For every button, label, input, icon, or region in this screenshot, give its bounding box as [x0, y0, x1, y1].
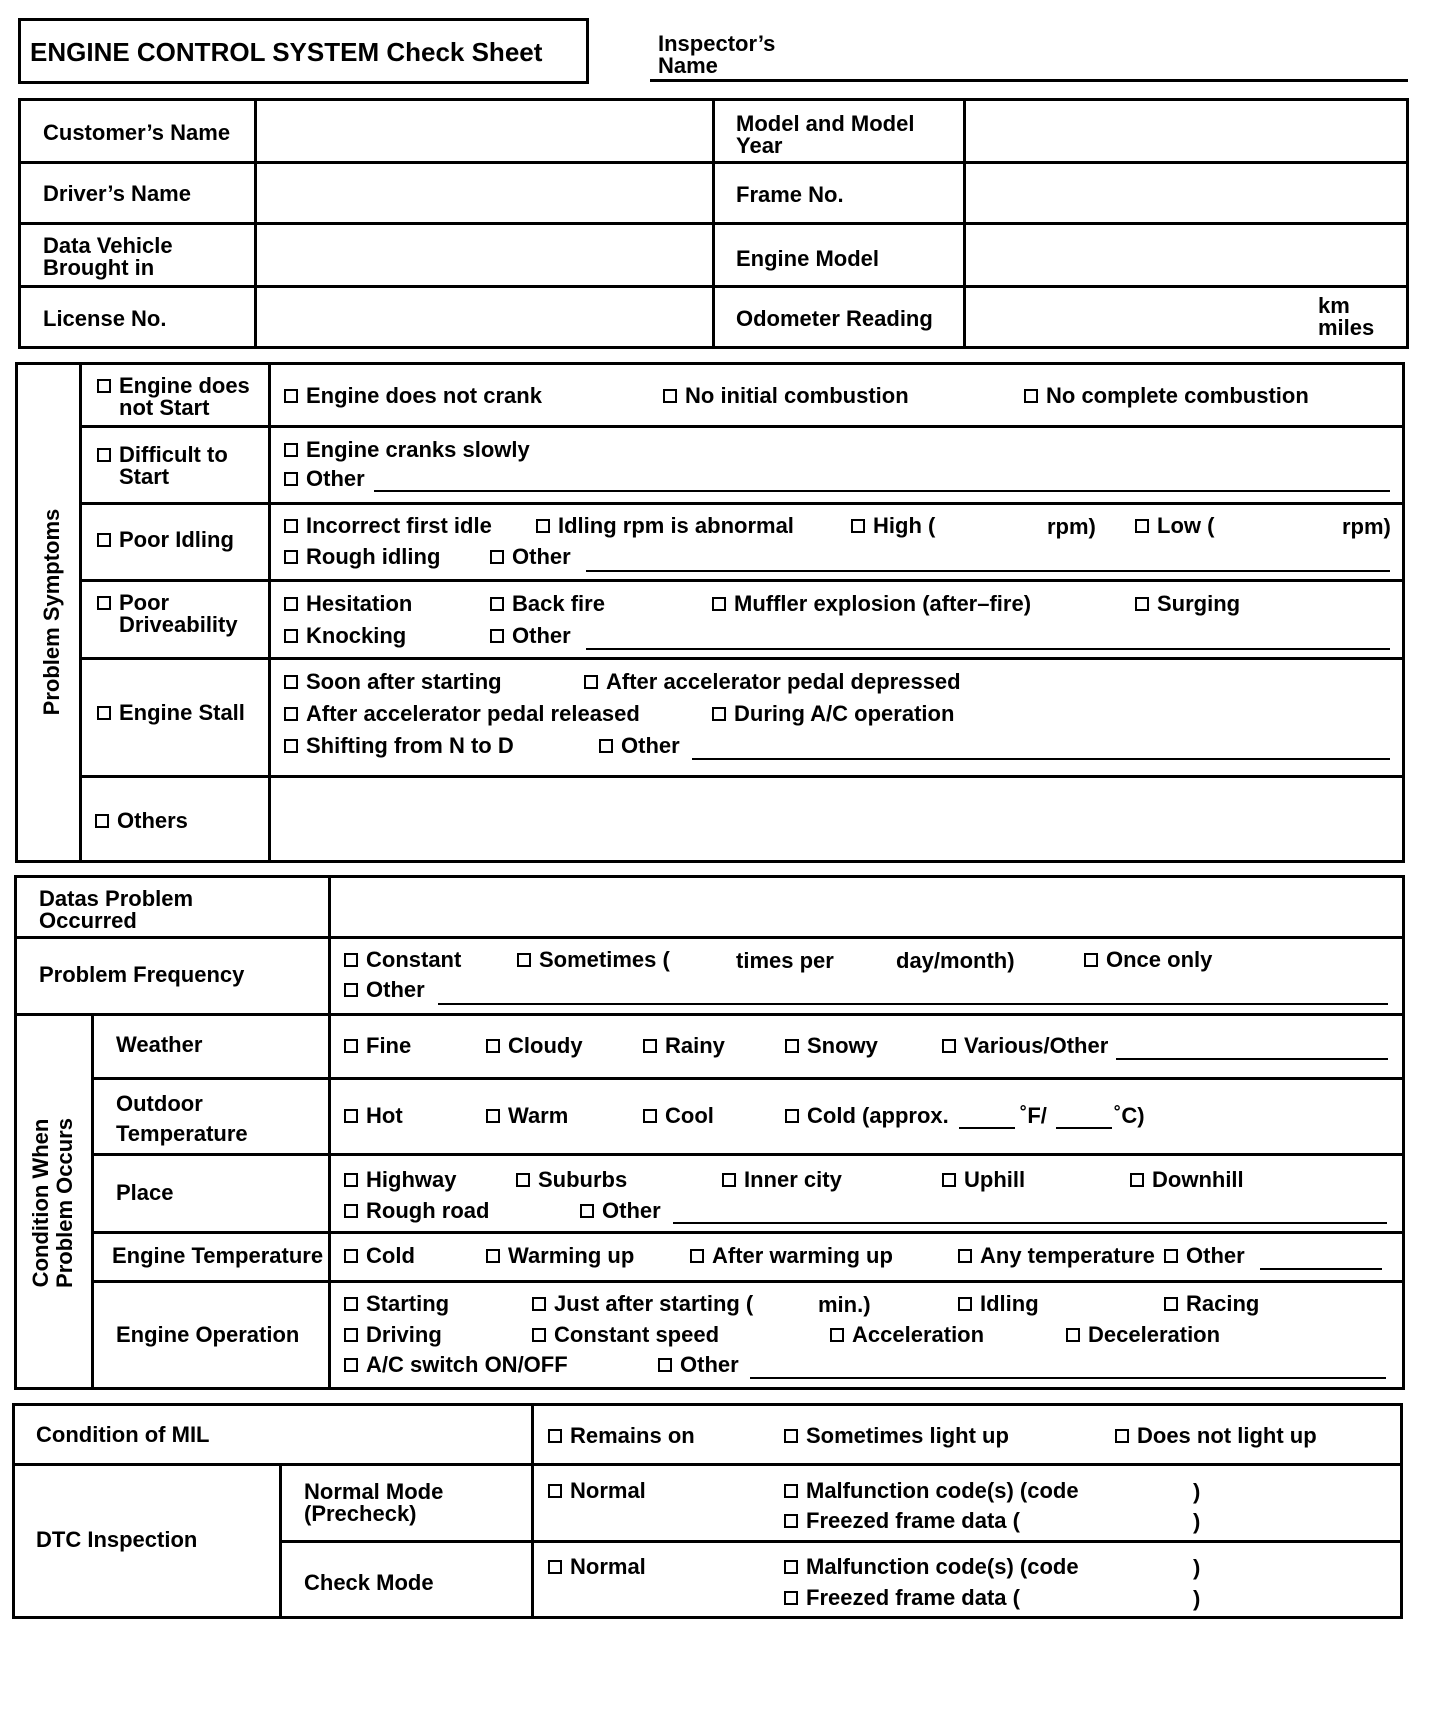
place-other-field[interactable]	[673, 1222, 1387, 1224]
idling-low-checkbox[interactable]: Low (	[1135, 514, 1214, 538]
drivers-name-field[interactable]	[258, 164, 710, 220]
normal-mode-freezed-checkbox[interactable]: Freezed frame data (	[784, 1509, 1020, 1533]
checkbox-icon[interactable]	[284, 629, 298, 643]
mil-remains-on-checkbox[interactable]: Remains on	[548, 1424, 695, 1448]
checkbox-icon[interactable]	[532, 1328, 546, 1342]
temp-c-unit: ˚C)	[1114, 1103, 1145, 1128]
frequency-day-month: day/month)	[896, 948, 1015, 973]
checkbox-icon[interactable]	[486, 1249, 500, 1263]
dates-problem-occurred-field[interactable]	[332, 878, 1402, 934]
idling-rpm-abnormal-checkbox[interactable]: Idling rpm is abnormal	[536, 514, 794, 538]
odometer-units: km miles	[1318, 293, 1375, 340]
checkbox-icon[interactable]	[784, 1591, 798, 1605]
place-highway-checkbox[interactable]: Highway	[344, 1168, 456, 1192]
checkbox-icon[interactable]	[712, 707, 726, 721]
checkbox-icon[interactable]	[784, 1514, 798, 1528]
checkbox-icon[interactable]	[284, 389, 298, 403]
op-min-unit: min.)	[818, 1292, 871, 1317]
temp-f-unit: ˚F/	[1020, 1103, 1047, 1128]
condition-section-label: Condition When Problem Occurs	[28, 1118, 77, 1288]
weather-other-field[interactable]	[1116, 1058, 1388, 1060]
checkbox-icon[interactable]	[536, 519, 550, 533]
checkbox-icon[interactable]	[942, 1173, 956, 1187]
license-no-field[interactable]	[258, 288, 710, 346]
idling-low-unit: rpm)	[1342, 514, 1391, 539]
checkbox-icon[interactable]	[344, 1328, 358, 1342]
place-inner-city-checkbox[interactable]: Inner city	[722, 1168, 842, 1192]
engine-temp-any-checkbox[interactable]: Any temperature	[958, 1244, 1155, 1268]
no-initial-combustion-checkbox[interactable]: No initial combustion	[663, 384, 909, 408]
frequency-once-only-checkbox[interactable]: Once only	[1084, 948, 1212, 972]
customer-name-field[interactable]	[258, 101, 710, 159]
check-mode-freezed-checkbox[interactable]: Freezed frame data (	[784, 1586, 1020, 1610]
data-vehicle-brought-in-label: Data Vehicle Brought in	[43, 233, 173, 280]
incorrect-first-idle-checkbox[interactable]: Incorrect first idle	[284, 514, 492, 538]
check-mode-label: Check Mode	[304, 1570, 434, 1595]
checkbox-icon[interactable]	[284, 707, 298, 721]
engine-stall-other-field[interactable]	[692, 758, 1390, 760]
engine-temp-cold-checkbox[interactable]: Cold	[344, 1244, 415, 1268]
frame-no-label: Frame No.	[736, 182, 844, 207]
poor-idling-category[interactable]: Poor Idling	[97, 528, 234, 552]
op-driving-checkbox[interactable]: Driving	[344, 1323, 442, 1347]
engine-temp-warming-up-checkbox[interactable]: Warming up	[486, 1244, 634, 1268]
checkbox-icon[interactable]	[1164, 1249, 1178, 1263]
checkbox-icon[interactable]	[722, 1173, 736, 1187]
checkbox-icon[interactable]	[97, 448, 111, 462]
model-year-field[interactable]	[967, 101, 1407, 159]
checkbox-icon[interactable]	[1130, 1173, 1144, 1187]
checkbox-icon[interactable]	[284, 675, 298, 689]
checkbox-icon[interactable]	[344, 1173, 358, 1187]
after-pedal-released-checkbox[interactable]: After accelerator pedal released	[284, 702, 640, 726]
checkbox-icon[interactable]	[658, 1358, 672, 1372]
checkbox-icon[interactable]	[851, 519, 865, 533]
outdoor-temperature-label: Outdoor Temperature	[116, 1091, 248, 1146]
checkbox-icon[interactable]	[486, 1109, 500, 1123]
normal-mode-label: Normal Mode (Precheck)	[304, 1479, 444, 1526]
condition-of-mil-label: Condition of MIL	[36, 1422, 210, 1447]
checkbox-icon[interactable]	[490, 629, 504, 643]
checkbox-icon[interactable]	[663, 389, 677, 403]
checkbox-icon[interactable]	[958, 1297, 972, 1311]
checkbox-icon[interactable]	[344, 1039, 358, 1053]
op-racing-checkbox[interactable]: Racing	[1164, 1292, 1259, 1316]
checkbox-icon[interactable]	[284, 550, 298, 564]
engine-stall-other-checkbox[interactable]: Other	[599, 734, 680, 758]
check-mode-freezed-close: )	[1193, 1586, 1201, 1611]
temp-cool-checkbox[interactable]: Cool	[643, 1104, 714, 1128]
checkbox-icon[interactable]	[785, 1039, 799, 1053]
engine-operation-label: Engine Operation	[116, 1322, 300, 1347]
normal-mode-malfunction-checkbox[interactable]: Malfunction code(s) (code	[784, 1479, 1079, 1503]
checkbox-icon[interactable]	[490, 597, 504, 611]
customer-name-label: Customer’s Name	[43, 120, 231, 145]
op-other-field[interactable]	[750, 1377, 1386, 1379]
engine-model-field[interactable]	[967, 225, 1407, 283]
checkbox-icon[interactable]	[784, 1484, 798, 1498]
checkbox-icon[interactable]	[490, 550, 504, 564]
dtc-inspection-label: DTC Inspection	[36, 1527, 198, 1552]
op-starting-checkbox[interactable]: Starting	[344, 1292, 449, 1316]
op-acceleration-checkbox[interactable]: Acceleration	[830, 1323, 984, 1347]
checkbox-icon[interactable]	[599, 739, 613, 753]
checkbox-icon[interactable]	[548, 1484, 562, 1498]
shifting-n-to-d-checkbox[interactable]: Shifting from N to D	[284, 734, 514, 758]
weather-rainy-checkbox[interactable]: Rainy	[643, 1034, 725, 1058]
engine-does-not-start-category[interactable]: Engine does not Start	[97, 375, 250, 419]
checkbox-icon[interactable]	[284, 597, 298, 611]
frequency-other-field[interactable]	[438, 1003, 1388, 1005]
op-ac-switch-checkbox[interactable]: A/C switch ON/OFF	[344, 1353, 568, 1377]
frame-no-field[interactable]	[967, 164, 1407, 220]
drivers-name-label: Driver’s Name	[43, 181, 191, 206]
frequency-times-per: times per	[736, 948, 834, 973]
engine-temp-other-field[interactable]	[1260, 1268, 1382, 1270]
surging-checkbox[interactable]: Surging	[1135, 592, 1240, 616]
engine-stall-category[interactable]: Engine Stall	[97, 701, 245, 725]
sheet-title: ENGINE CONTROL SYSTEM Check Sheet	[30, 37, 543, 67]
temp-warm-checkbox[interactable]: Warm	[486, 1104, 568, 1128]
weather-fine-checkbox[interactable]: Fine	[344, 1034, 411, 1058]
checkbox-icon[interactable]	[516, 1173, 530, 1187]
checkbox-icon[interactable]	[1066, 1328, 1080, 1342]
op-idling-checkbox[interactable]: Idling	[958, 1292, 1039, 1316]
engine-temp-after-warming-checkbox[interactable]: After warming up	[690, 1244, 893, 1268]
checkbox-icon[interactable]	[784, 1560, 798, 1574]
checkbox-icon[interactable]	[643, 1039, 657, 1053]
checkbox-icon[interactable]	[344, 1204, 358, 1218]
soon-after-starting-checkbox[interactable]: Soon after starting	[284, 670, 502, 694]
problem-frequency-label: Problem Frequency	[39, 962, 245, 987]
place-label: Place	[116, 1180, 174, 1205]
driveability-other-checkbox[interactable]: Other	[490, 624, 571, 648]
checkbox-icon[interactable]	[284, 472, 298, 486]
checkbox-icon[interactable]	[830, 1328, 844, 1342]
muffler-explosion-checkbox[interactable]: Muffler explosion (after–fire)	[712, 592, 1031, 616]
op-other-checkbox[interactable]: Other	[658, 1353, 739, 1377]
frequency-constant-checkbox[interactable]: Constant	[344, 948, 461, 972]
checkbox-icon[interactable]	[97, 596, 111, 610]
checkbox-icon[interactable]	[344, 983, 358, 997]
op-deceleration-checkbox[interactable]: Deceleration	[1066, 1323, 1220, 1347]
checkbox-icon[interactable]	[690, 1249, 704, 1263]
engine-temperature-label: Engine Temperature	[112, 1243, 324, 1268]
during-ac-operation-checkbox[interactable]: During A/C operation	[712, 702, 954, 726]
place-rough-road-checkbox[interactable]: Rough road	[344, 1199, 489, 1223]
normal-mode-malfunction-close: )	[1193, 1479, 1201, 1504]
op-constant-speed-checkbox[interactable]: Constant speed	[532, 1323, 719, 1347]
difficult-start-other-checkbox[interactable]: Other	[284, 467, 365, 491]
checkbox-icon[interactable]	[344, 1358, 358, 1372]
checkbox-icon[interactable]	[785, 1109, 799, 1123]
frequency-sometimes-checkbox[interactable]: Sometimes (	[517, 948, 670, 972]
mil-sometimes-checkbox[interactable]: Sometimes light up	[784, 1424, 1009, 1448]
no-complete-combustion-checkbox[interactable]: No complete combustion	[1024, 384, 1309, 408]
normal-mode-freezed-close: )	[1193, 1509, 1201, 1534]
odometer-reading-field[interactable]	[967, 288, 1307, 346]
checkbox-icon[interactable]	[712, 597, 726, 611]
checkbox-icon[interactable]	[95, 814, 109, 828]
normal-mode-normal-checkbox[interactable]: Normal	[548, 1479, 646, 1503]
place-suburbs-checkbox[interactable]: Suburbs	[516, 1168, 627, 1192]
checkbox-icon[interactable]	[580, 1204, 594, 1218]
checkbox-icon[interactable]	[584, 675, 598, 689]
inspector-name-field[interactable]	[650, 79, 1408, 82]
checkbox-icon[interactable]	[1164, 1297, 1178, 1311]
weather-label: Weather	[116, 1032, 203, 1057]
checkbox-icon[interactable]	[97, 533, 111, 547]
check-mode-normal-checkbox[interactable]: Normal	[548, 1555, 646, 1579]
model-year-label: Model and Model Year	[736, 111, 915, 158]
odometer-reading-label: Odometer Reading	[736, 306, 933, 331]
checkbox-icon[interactable]	[344, 953, 358, 967]
place-uphill-checkbox[interactable]: Uphill	[942, 1168, 1025, 1192]
back-fire-checkbox[interactable]: Back fire	[490, 592, 605, 616]
engine-model-label: Engine Model	[736, 246, 879, 271]
others-field[interactable]	[272, 779, 1402, 860]
checkbox-icon[interactable]	[1115, 1429, 1129, 1443]
engine-cranks-slowly-checkbox[interactable]: Engine cranks slowly	[284, 438, 530, 462]
place-downhill-checkbox[interactable]: Downhill	[1130, 1168, 1244, 1192]
op-just-after-starting-checkbox[interactable]: Just after starting (	[532, 1292, 753, 1316]
checkbox-icon[interactable]	[344, 1297, 358, 1311]
after-pedal-depressed-checkbox[interactable]: After accelerator pedal depressed	[584, 670, 961, 694]
temp-c-field[interactable]	[1056, 1127, 1112, 1129]
temp-f-field[interactable]	[959, 1127, 1015, 1129]
poor-driveability-category[interactable]: Poor Driveability	[97, 592, 238, 636]
poor-idling-other-checkbox[interactable]: Other	[490, 545, 571, 569]
checkbox-icon[interactable]	[284, 739, 298, 753]
frequency-other-checkbox[interactable]: Other	[344, 978, 425, 1002]
inspector-name-label: Inspector’s Name	[658, 31, 776, 78]
checkbox-icon[interactable]	[284, 519, 298, 533]
checkbox-icon[interactable]	[784, 1429, 798, 1443]
checkbox-icon[interactable]	[486, 1039, 500, 1053]
checkbox-icon[interactable]	[1084, 953, 1098, 967]
checkbox-icon[interactable]	[532, 1297, 546, 1311]
checkbox-icon[interactable]	[942, 1039, 956, 1053]
others-category[interactable]: Others	[95, 809, 188, 833]
license-no-label: License No.	[43, 306, 167, 331]
check-mode-malfunction-close: )	[1193, 1555, 1201, 1580]
poor-idling-other-field[interactable]	[586, 570, 1390, 572]
knocking-checkbox[interactable]: Knocking	[284, 624, 406, 648]
temp-cold-checkbox[interactable]: Cold (approx.	[785, 1104, 949, 1128]
checkbox-icon[interactable]	[97, 706, 111, 720]
data-vehicle-brought-in-field[interactable]	[258, 225, 710, 283]
place-other-checkbox[interactable]: Other	[580, 1199, 661, 1223]
mil-does-not-light-checkbox[interactable]: Does not light up	[1115, 1424, 1317, 1448]
driveability-other-field[interactable]	[586, 648, 1390, 650]
idling-high-checkbox[interactable]: High (	[851, 514, 935, 538]
rough-idling-checkbox[interactable]: Rough idling	[284, 545, 440, 569]
checkbox-icon[interactable]	[344, 1249, 358, 1263]
dates-problem-occurred-label: Datas Problem Occurred	[39, 886, 194, 933]
checkbox-icon[interactable]	[548, 1560, 562, 1574]
checkbox-icon[interactable]	[643, 1109, 657, 1123]
checkbox-icon[interactable]	[958, 1249, 972, 1263]
checkbox-icon[interactable]	[97, 379, 111, 393]
hesitation-checkbox[interactable]: Hesitation	[284, 592, 412, 616]
checkbox-icon[interactable]	[284, 443, 298, 457]
checkbox-icon[interactable]	[1135, 519, 1149, 533]
checkbox-icon[interactable]	[517, 953, 531, 967]
checkbox-icon[interactable]	[1135, 597, 1149, 611]
difficult-to-start-category[interactable]: Difficult to Start	[97, 444, 228, 488]
engine-does-not-crank-checkbox[interactable]: Engine does not crank	[284, 384, 542, 408]
difficult-start-other-field[interactable]	[374, 490, 1390, 492]
weather-various-checkbox[interactable]: Various/Other	[942, 1034, 1108, 1058]
problem-symptoms-section-label: Problem Symptoms	[39, 508, 64, 716]
check-mode-malfunction-checkbox[interactable]: Malfunction code(s) (code	[784, 1555, 1079, 1579]
weather-cloudy-checkbox[interactable]: Cloudy	[486, 1034, 583, 1058]
checkbox-icon[interactable]	[1024, 389, 1038, 403]
engine-temp-other-checkbox[interactable]: Other	[1164, 1244, 1245, 1268]
checkbox-icon[interactable]	[344, 1109, 358, 1123]
weather-snowy-checkbox[interactable]: Snowy	[785, 1034, 878, 1058]
temp-hot-checkbox[interactable]: Hot	[344, 1104, 403, 1128]
idling-high-unit: rpm)	[1047, 514, 1096, 539]
checkbox-icon[interactable]	[548, 1429, 562, 1443]
